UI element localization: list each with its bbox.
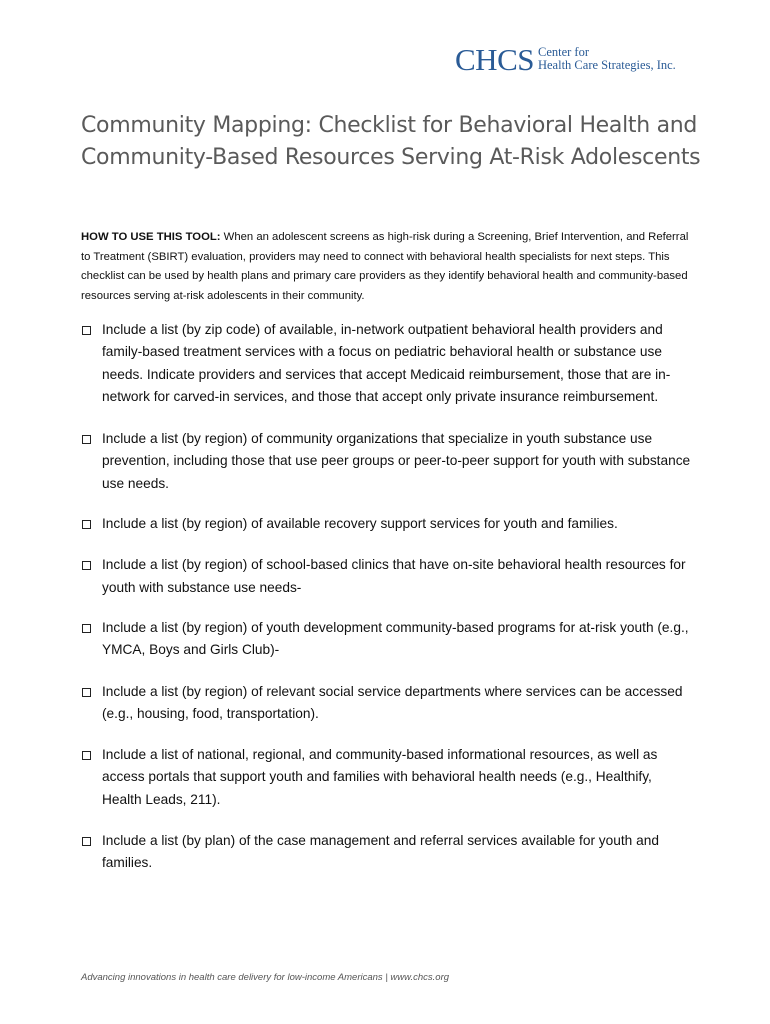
checklist-item — [82, 744, 692, 811]
chcs-logo — [455, 44, 676, 75]
footer-tagline: Advancing innovations in health care delivery for low-income Americans | www.chcs.org — [81, 972, 450, 983]
checklist-item — [82, 513, 692, 535]
checkbox[interactable] — [82, 520, 91, 529]
intro-label: HOW TO USE THIS TOOL: — [81, 231, 221, 243]
checklist-item-text: Include a list (by region) of available recovery support services for youth and families. — [102, 516, 618, 532]
checklist-item-text: Include a list (by region) of community organizations that specialize in youth substance use prevention, including those that use peer groups or peer-to-peer support for youth with substance use needs. — [102, 431, 691, 491]
checklist-item — [82, 617, 692, 662]
checklist-item-text: Include a list (by region) of youth development community-based programs for at-risk youth (e.g., YMCA, Boys and Girls Club)- — [102, 619, 689, 658]
intro-paragraph — [81, 228, 689, 306]
checklist — [82, 319, 692, 875]
logo-line-2: Health Care Strategies, Inc. — [537, 58, 676, 72]
logo-mark: CHCS — [455, 42, 534, 77]
checklist-item — [82, 428, 692, 495]
checklist-item-text: Include a list of national, regional, and community-based informational resources, as well as access portals that support youth and families with behavioral health needs (e.g., Healthify, Health Leads, 211). — [102, 747, 658, 807]
checklist-item — [82, 554, 692, 599]
page-title: Community Mapping: Checklist for Behavioral Health and Community-Based Resources Serving At-Risk Adolescents — [81, 113, 701, 170]
checkbox[interactable] — [82, 435, 91, 444]
checklist-item-text: Include a list (by plan) of the case management and referral services available for youth and families. — [102, 833, 659, 871]
checkbox[interactable] — [82, 688, 91, 697]
checkbox[interactable] — [82, 837, 91, 846]
logo-text — [538, 44, 676, 72]
checklist-item — [82, 319, 692, 408]
checkbox[interactable] — [82, 561, 91, 570]
checklist-item-text: Include a list (by region) of relevant social service departments where services can be accessed (e.g., housing, food, transportation). — [102, 683, 683, 721]
intro-text: When an adolescent screens as high-risk during a Screening, Brief Intervention, and Referral to Treatment (SBIRT) evaluation, providers may need to connect with behavioral health specialists for next steps. This checklist can be used by health plans and primary care providers as they identify behavioral health and community-based resources serving at-risk adolescents in their community. — [81, 231, 689, 302]
logo-line-1: Center for — [537, 45, 590, 59]
checkbox[interactable] — [82, 624, 91, 633]
checkbox[interactable] — [82, 326, 91, 335]
checklist-item — [82, 681, 692, 726]
checklist-item — [82, 830, 692, 875]
checkbox[interactable] — [82, 751, 91, 760]
checklist-item-text: Include a list (by region) of school-based clinics that have on-site behavioral health resources for youth with substance use needs- — [102, 557, 686, 595]
checklist-item-text: Include a list (by zip code) of available, in-network outpatient behavioral health providers and family-based treatment services with a focus on pediatric behavioral health or substance use needs. Indicate providers and services that accept Medicaid reimbursement, those that are in-network for carved-in services, and those that accept only private insurance reimbursement. — [102, 322, 671, 404]
